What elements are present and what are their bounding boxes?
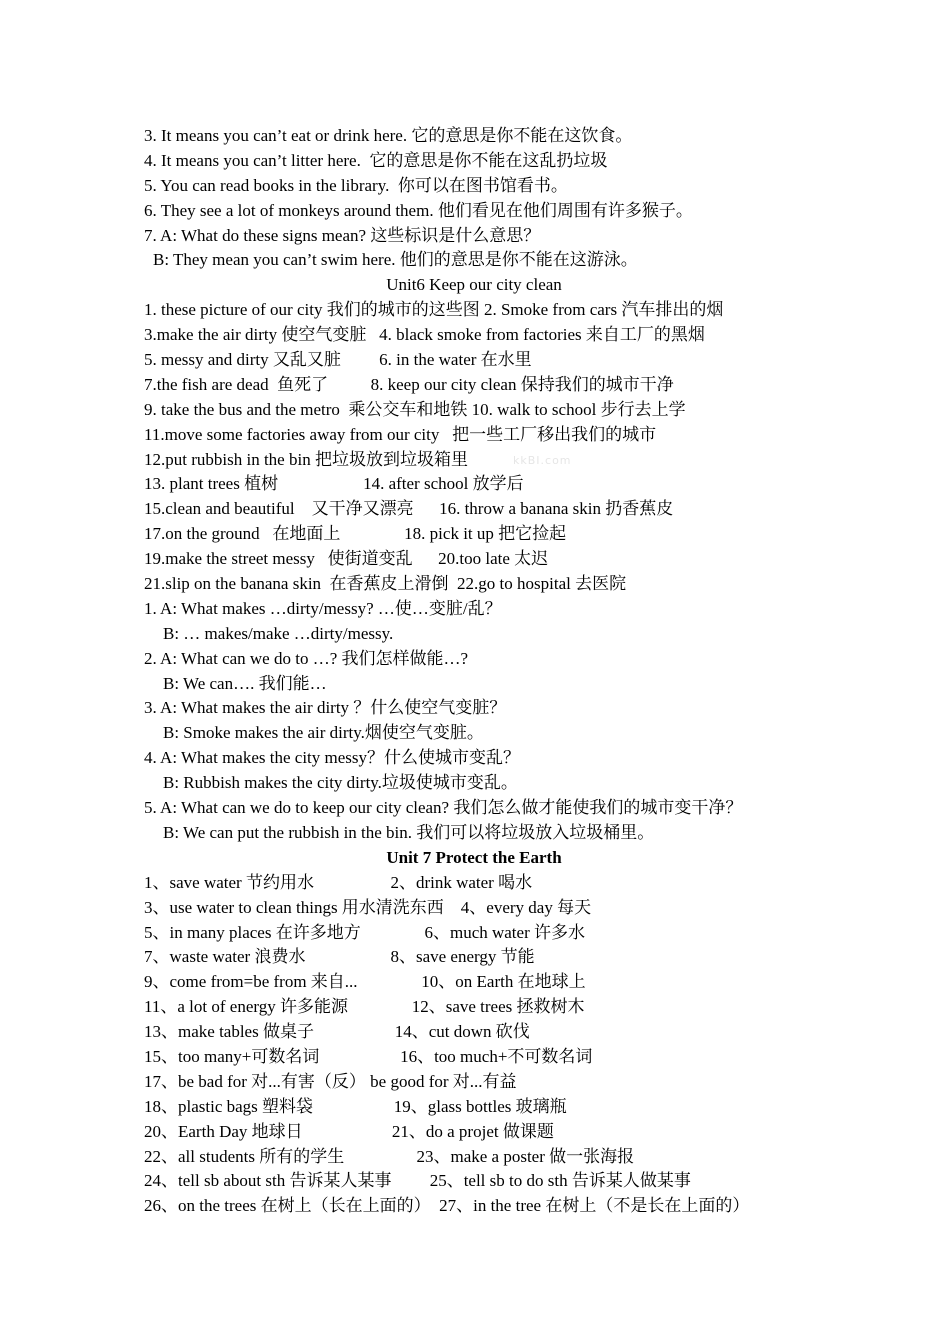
phrase-line: 13、make tables 做桌子 14、cut down 砍伐 <box>144 1022 530 1042</box>
phrase-line: 9、come from=be from 来自... 10、on Earth 在地球上 <box>144 972 586 992</box>
unit6-title: Unit6 Keep our city clean <box>386 275 562 295</box>
phrase-line: 17、be bad for 对...有害（反） be good for 对...有益 <box>144 1071 517 1091</box>
phrase-line: 5. messy and dirty 又乱又脏 6. in the water 在水里 <box>144 350 532 370</box>
phrase-line: 26、on the trees 在树上（长在上面的） 27、in the tree 在树上（不是长在上面的） <box>144 1196 750 1216</box>
phrase-line: 11.move some factories away from our city 把一些工厂移出我们的城市 <box>144 424 657 444</box>
phrase-line: 5、in many places 在许多地方 6、much water 许多水 <box>144 922 585 942</box>
sentence-line: 4. It means you can’t litter here. 它的意思是你不能在这乱扔垃圾 <box>144 150 608 170</box>
unit6-section <box>144 273 844 845</box>
phrase-line: 11、a lot of energy 许多能源 12、save trees 拯救树木 <box>144 997 585 1017</box>
phrase-line: 17.on the ground 在地面上 18. pick it up 把它捡起 <box>144 524 567 544</box>
sentence-line: B: We can put the rubbish in the bin. 我们可以将垃圾放入垃圾桶里。 <box>163 822 655 842</box>
unit6-sentence-list <box>144 597 844 846</box>
sentence-line: 3. It means you can’t eat or drink here. 它的意思是你不能在这饮食。 <box>144 126 633 145</box>
sentence-line: B: They mean you can’t swim here. 他们的意思是你不能在这游泳。 <box>153 250 638 270</box>
phrase-line: 15、too many+可数名词 16、too much+不可数名词 <box>144 1046 593 1066</box>
unit7-phrase-list <box>144 871 844 1219</box>
phrase-line: 3、use water to clean things 用水清洗东西 4、every day 每天 <box>144 897 592 917</box>
phrase-line: 13. plant trees 植树 14. after school 放学后 <box>144 474 524 494</box>
phrase-line: 22、all students 所有的学生 23、make a poster 做一张海报 <box>144 1146 635 1166</box>
phrase-line: 1. these picture of our city 我们的城市的这些图 2. Smoke from cars 汽车排出的烟 <box>144 300 724 320</box>
unit7-title: Unit 7 Protect the Earth <box>386 847 562 867</box>
sentence-line: 6. They see a lot of monkeys around them. 他们看见在他们周围有许多猴子。 <box>144 200 693 220</box>
sentence-line: 5. You can read books in the library. 你可以在图书馆看书。 <box>144 175 568 195</box>
document-body <box>144 124 844 1219</box>
phrase-line: 12.put rubbish in the bin 把垃圾放到垃圾箱里 <box>144 449 468 469</box>
sentence-line: 4. A: What makes the city messy？什么使城市变乱？ <box>144 748 521 768</box>
phrase-line: 7、waste water 浪费水 8、save energy 节能 <box>144 947 535 967</box>
phrase-line: 1、save water 节约用水 2、drink water 喝水 <box>144 872 533 892</box>
phrase-line: 7.the fish are dead 鱼死了 8. keep our city clean 保持我们的城市干净 <box>144 374 674 394</box>
phrase-line: 20、Earth Day 地球日 21、do a projet 做课题 <box>144 1121 554 1141</box>
phrase-line: 24、tell sb about sth 告诉某人某事 25、tell sb to do sth 告诉某人做某事 <box>144 1171 691 1191</box>
sentence-line: B: We can…. 我们能… <box>163 673 327 693</box>
phrase-line: 19.make the street messy 使街道变乱 20.too late 太迟 <box>144 549 549 569</box>
sentence-line: B: Smoke makes the air dirty.烟使空气变脏。 <box>163 723 484 743</box>
sentence-line: B: Rubbish makes the city dirty.垃圾使城市变乱。 <box>163 773 518 793</box>
sentence-line: 7. A: What do these signs mean? 这些标识是什么意思？ <box>144 225 541 245</box>
sentence-line: 1. A: What makes …dirty/messy? …使…变脏/乱？ <box>144 598 502 618</box>
watermark: kkBI.com <box>513 454 572 467</box>
phrase-line: 15.clean and beautiful 又干净又漂亮 16. throw a banana skin 扔香蕉皮 <box>144 499 674 519</box>
phrase-line: 3.make the air dirty 使空气变脏 4. black smoke from factories 来自工厂的黑烟 <box>144 325 705 345</box>
unit5-sentences <box>144 124 844 273</box>
sentence-line: 2. A: What can we do to …? 我们怎样做能…? <box>144 648 469 668</box>
unit6-phrase-list <box>144 298 844 597</box>
phrase-line: 18、plastic bags 塑料袋 19、glass bottles 玻璃瓶 <box>144 1096 567 1116</box>
phrase-line: 21.slip on the banana skin 在香蕉皮上滑倒 22.go to hospital 去医院 <box>144 574 627 594</box>
sentence-line: 5. A: What can we do to keep our city clean? 我们怎么做才能使我们的城市变干净？ <box>144 798 743 818</box>
unit7-section <box>144 846 844 1219</box>
phrase-line: 9. take the bus and the metro 乘公交车和地铁 10. walk to school 步行去上学 <box>144 399 686 419</box>
sentence-line: 3. A: What makes the air dirty ？什么使空气变脏？ <box>144 698 507 718</box>
sentence-line: B: … makes/make …dirty/messy. <box>163 623 394 643</box>
